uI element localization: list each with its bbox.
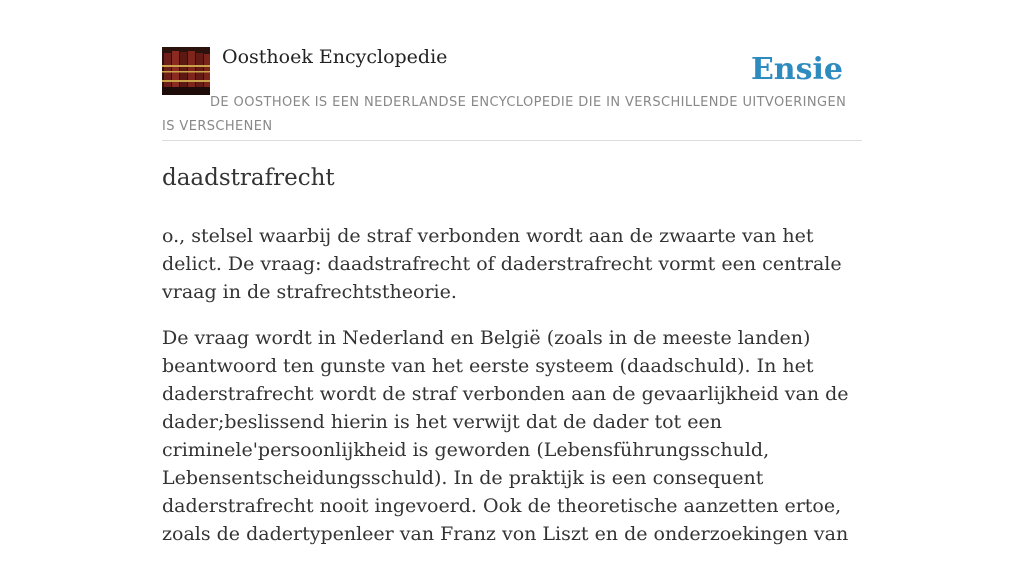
site-header xyxy=(162,44,862,141)
site-tagline: DE OOSTHOEK IS EEN NEDERLANDSE ENCYCLOPEDIE DIE IN VERSCHILLENDE UITVOERINGEN IS VERSCHENEN xyxy=(162,95,847,134)
encyclopedia-books-icon xyxy=(162,47,210,95)
brand-logo[interactable]: Ensie xyxy=(750,52,843,87)
site-name[interactable]: Oosthoek Encyclopedie xyxy=(222,46,448,68)
entry-paragraph: o., stelsel waarbij de straf verbonden wordt aan de zwaarte van het delict. De vraag: daadstrafrecht of daderstrafrecht vormt een centrale vraag in de strafrechtstheorie. xyxy=(162,225,842,303)
entry-title: daadstrafrecht xyxy=(162,165,335,191)
avatar[interactable] xyxy=(162,47,210,95)
entry-paragraph: De vraag wordt in Nederland en België (zoals in de meeste landen) beantwoord ten gunste van het eerste systeem (daadschuld). In het daderstrafrecht wordt de straf verbonden aan de gevaarlijkheid van de dader;beslissend hierin is het verwijt dat de dader tot een criminele'persoonlijkheid is geworden (Lebensführungsschuld, Lebensentscheidungsschuld). In de praktijk is een consequent daderstrafrecht nooit ingevoerd. Ook de theoretische aanzetten ertoe, zoals de dadertypenleer van Franz von Liszt en de onderzoekingen van xyxy=(162,327,849,545)
entry-body xyxy=(162,222,862,548)
entry-content xyxy=(162,160,862,566)
